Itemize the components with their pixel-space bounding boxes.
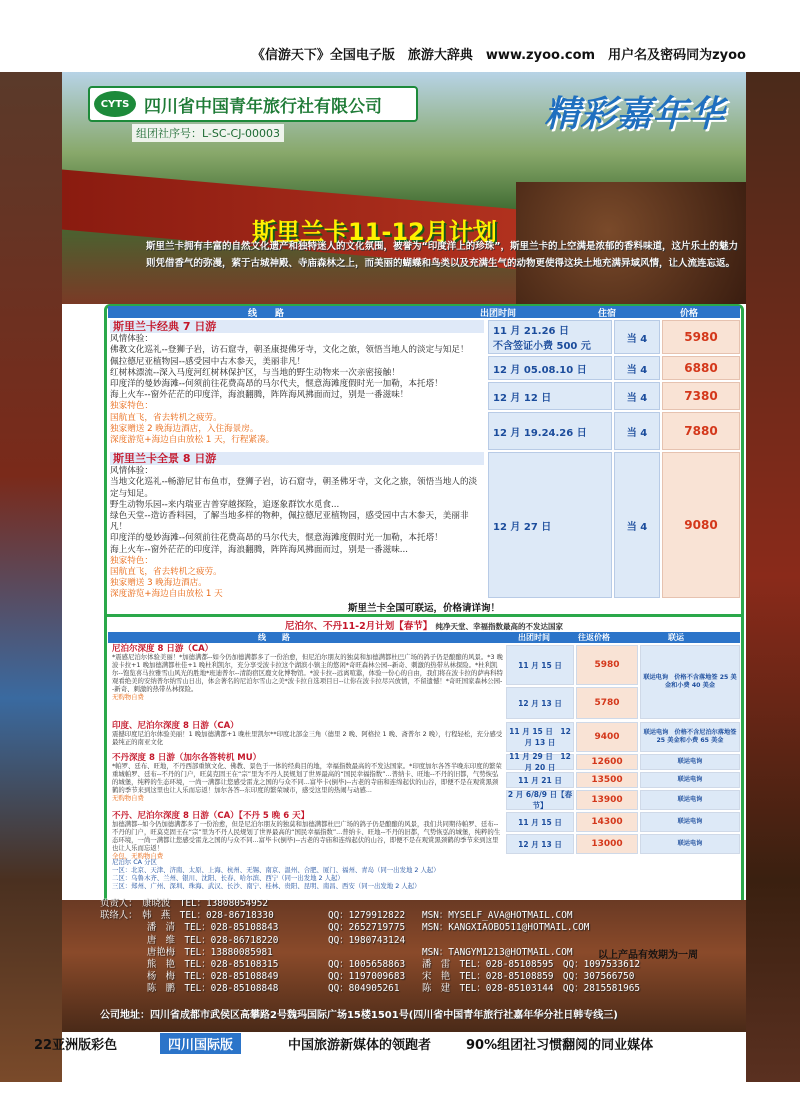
trip-text: *帕罗、廷布、旺地，不丹西部重镇文化、佛教、景色于一体的经典目的地，幸福指数最高的不发达国家。*印度加尔各答半晚东印度的繁荣重城帕罗、廷布--不丹的门户，旺莫克固王在“宗”里为不丹人民规划了世界最高的“国民幸福指数”...普纳卡、旺地--不丹的旧都，气势恢弘的城堡，纯粹的生态环境，一尚一满都让您感受雷龙之国的与众不同...富毕卡(倒毕)--古老的寺庙和连绵起伏的山谷，即便不是在观赏黑颈鹤的季节来到这里也让人乐而忘返！加尔各答--东印度的繁荣城市，感受这里的热闹与动感... [112, 762, 502, 794]
trip-title: 斯里兰卡经典 7 日游 [110, 320, 484, 333]
hero-banner [62, 72, 746, 304]
contact-msn: MSN：TANGYM1213@HOTMAIL.COM [422, 946, 573, 958]
company-name: 四川省中国青年旅行社有限公司 [144, 96, 382, 117]
feature-line: 国航直飞，省去转机之疲劳。 [110, 567, 222, 578]
nepal-price-cell: 12600 [576, 754, 638, 770]
contact-qq: QQ：2652719775 [328, 922, 406, 934]
trip-text: 震撼印度尼泊尔体验美丽！1 晚加德满都+1 晚杜里凯尔**印度北部金三角（德里 2 晚、阿格拉 1 晚、斋普尔 2 晚），行程轻松，充分感受最纯正的南亚文化 [112, 730, 503, 746]
bhutan-nepal-trip [112, 812, 504, 860]
trip-title: 不丹深度 8 日游（加尔各答转机 MU） [112, 753, 262, 763]
nepal-title-text: 尼泊尔、不丹11-2月计划【春节】 [284, 621, 433, 632]
trip-classic-7day [110, 320, 484, 446]
col-price: 价格 [680, 309, 699, 319]
nepal-price-cell: 13900 [576, 790, 638, 810]
col-route: 线 路 [248, 309, 285, 319]
trip-line: 绿色天堂--造访香料园，了解当地多样的物种，佩拉德尼亚植物园，感受园中古木参天，美丽非凡！ [110, 511, 469, 533]
nepal-link-cell: 联运电询 [640, 754, 740, 770]
date-cell: 12 月 05.08.10 日 [488, 356, 612, 380]
sri-lanka-note: 斯里兰卡全国可联运，价格请详询！ [347, 603, 500, 614]
date-cell: 12 月 12 日 [488, 382, 612, 410]
page-footer [0, 1032, 800, 1054]
contact-row [100, 910, 750, 922]
trip-line: 海上火车--窗外茫茫的印度洋，海浪翻腾，阵阵海风拂面而过，别是一番滋味！ [110, 390, 409, 401]
feature-line: 独家赠送 2 晚海边酒店，入住海景房。 [110, 423, 259, 434]
contact-qq: QQ：1197009683 [328, 971, 406, 983]
contact-qq: QQ：804905261 [328, 983, 400, 995]
nepal-title [108, 618, 740, 632]
col-stay: 住宿 [598, 309, 617, 319]
nepal-table-header [108, 632, 740, 643]
nepal-price-cell: 13500 [576, 772, 638, 788]
contact-extra: 潘 雷 TEL：028-85108595 QQ：1097533612 [422, 958, 641, 970]
nepal-link-cell: 联运电询 价格不含尼泊尔落地签 25 美金和小费 65 美金 [640, 722, 740, 752]
contact-main: 联络人： 韩 燕 TEL：028-86718330 [100, 910, 274, 922]
stay-cell: 当 4 [614, 412, 660, 450]
right-decoration-image [746, 72, 800, 1082]
contact-row [100, 898, 750, 910]
trip-line: 红树林漂流--深入马度河红树林保护区，与当地的野生动物来一次亲密接触！ [110, 367, 400, 378]
trip-line: 海上火车--窗外茫茫的印度洋，海浪翻腾，阵阵海风拂面而过，别是一番滋味... [110, 544, 408, 555]
contact-qq: QQ：1005658863 [328, 958, 406, 970]
contact-main: 潘 清 TEL：028-85108843 [100, 922, 279, 934]
validity-note: 以上产品有效期为一周 [598, 950, 698, 961]
trip-line: 印度洋的曼妙海滩--何须前往花费高昂的马尔代夫，惬意海滩度假时光一加勒，本托塔！ [110, 533, 443, 544]
india-nepal-trip [112, 722, 504, 746]
price-cell: 5980 [662, 320, 740, 354]
date-cell: 12 月 27 日 [488, 452, 612, 598]
nepal-price-cell: 5980 [576, 645, 638, 685]
contact-extra: 宋 艳 TEL：028-85108859 QQ：307566750 [422, 971, 635, 983]
nepal-price-cell: 5780 [576, 687, 638, 719]
top-header: 《信游天下》全国电子版 旅游大辞典 www.zyoo.com 用户名及密码同为zyoo [251, 48, 746, 63]
contact-main: 唐艳梅 TEL：13880085981 [100, 946, 273, 958]
region-line: 二区：乌鲁木齐、兰州、银川、沈阳、长春、哈尔滨、西宁（同一出发地 2 人起） [112, 874, 344, 882]
nepal-date-cell: 2 月 6/8/9 日【春节】 [507, 790, 573, 810]
col-date: 出团时间 [518, 633, 550, 642]
nepal-date-cell: 11 月 15 日 12 月 13 日 [506, 722, 574, 752]
nepal-date-cell: 12 月 13 日 [506, 834, 574, 854]
contact-row [100, 983, 750, 995]
trip-text: *震感尼泊尔体验美丽！*加德满都--如今仍加德满都多了一份治愈，但尼泊尔朋友的独莫和加德满都杜巴广场的鸽子仍是酿酿的风景。*3 晚波卡拉+1 晚加德满都杜佳+1 晚杜利凯尔，充分享受波卡拉这个湖滨小镇主的悠闲*奇旺森林公园--新奇、刺激的热带丛林探险。*杜利凯尔--饱览喜马拉雅雪山风光的胜地*班迪普尔--清韵宿区鹿文化博物馆。*波卡拉--远离喧嚣，体验一份心的自由，我们将在波卡拉的萨冉科特观看绝美的安纳普尔纳雪山日出，体会著名的尼泊尔雪山之美*波卡拉自选项目日--让你在波卡拉尽兴放情，不留遗憾！*奇旺国家森林公园--新奇、刺激的热带丛林探险。 [112, 653, 503, 693]
col-price: 往返价格 [578, 633, 610, 642]
contact-row [100, 922, 750, 934]
col-route: 线 路 [258, 633, 290, 642]
nepal-link-cell: 联运电询 [640, 790, 740, 810]
footer-slogan: 中国旅游新媒体的领跑者 [288, 1038, 432, 1053]
nepal-subtitle: 纯净天堂、幸福指数最高的不发达国家 [435, 622, 564, 631]
trip-line: 当地文化巡礼--畅游尼甘布鱼市，登狮子岩，访石窟寺，朝圣佛牙寺，文化之旅，领悟当地人的淡定与知足。 [110, 477, 478, 499]
contact-row [100, 971, 750, 983]
contact-main: 陈 鹏 TEL：028-85108848 [100, 983, 279, 995]
date-cell: 12 月 19.24.26 日 [488, 412, 612, 450]
contact-main: 唐 维 TEL：028-86718220 [100, 934, 279, 946]
contact-msn: MSN：MYSELF_AVA@HOTMAIL.COM [422, 910, 573, 922]
contact-qq: QQ：1980743124 [328, 934, 406, 946]
price-cell: 7380 [662, 382, 740, 410]
nepal-link-cell: 联运电询 [640, 772, 740, 788]
trip-line: 野生动物乐园--来内瑞亚吉普穿越探险，追逐象群饮水觅食... [110, 499, 340, 510]
price-cell: 7880 [662, 412, 740, 450]
nepal-date-cell: 11 月 15 日 [506, 812, 574, 832]
left-decoration-image [0, 72, 62, 1082]
nepal-link-cell: 联运电询 价格不含落地签 25 美金和小费 40 美金 [640, 645, 740, 719]
contact-extra: 陈 建 TEL：028-85103144 QQ：2815581965 [422, 983, 641, 995]
trip-title: 不丹、尼泊尔深度 8 日游（CA）【不丹 5 晚 6 天】 [112, 811, 310, 821]
nepal-date-cell: 11 月 21 日 [506, 772, 574, 788]
feature-line: 深度游览+海边自由放松 1 天 [110, 589, 223, 600]
stay-cell: 当 4 [614, 320, 660, 354]
price-cell: 9080 [662, 452, 740, 598]
permit-number: 组团社序号：L-SC-CJ-00003 [132, 124, 284, 142]
nepal-date-cell: 11 月 29 日 12 月 20 日 [506, 754, 574, 770]
region-line: 三区：郑州、广州、深圳、珠海、武汉、长沙、南宁、桂林、贵阳、昆明、南昌、西安（同一出发地 2 人起） [112, 882, 421, 890]
date-note: 不含签证小费 500 元 [493, 341, 591, 352]
nepal-region-list [112, 858, 734, 890]
date-text: 11 月 21.26 日 [493, 326, 569, 337]
carnival-slogan: 精彩嘉年华 [543, 94, 724, 135]
col-date: 出团时间 [480, 309, 517, 319]
feature-line: 独家特色： [110, 555, 153, 566]
feature-line: 深度游览+海边自由放松 1 天，行程紧凑。 [110, 435, 275, 446]
trip-panorama-8day [110, 452, 484, 601]
company-address: 公司地址：四川省成都市武侯区高攀路2号魏玛国际广场15楼1501号(四川省中国青年旅行社嘉年华分社日韩专线三) [100, 1010, 618, 1021]
feature-line: 独家赠送 3 晚海边酒店。 [110, 578, 207, 589]
region-title: 尼泊尔 CA 分区 [112, 858, 157, 866]
stay-cell: 当 4 [614, 382, 660, 410]
trip-extra: 无购物自费 [112, 693, 144, 701]
price-cell: 6880 [662, 356, 740, 380]
plan-title: 斯里兰卡11-12月计划 [252, 218, 497, 246]
nepal-date-cell: 11 月 15 日 [506, 645, 574, 685]
nepal-date-cell: 12 月 13 日 [506, 687, 574, 719]
sri-lanka-table-header [108, 306, 740, 318]
col-link: 联运 [668, 633, 684, 642]
trip-line: 佛教文化巡礼--登狮子岩，访石窟寺，朝圣康提佛牙寺，文化之旅，领悟当地人的淡定与知足！ [110, 345, 469, 356]
trip-title: 尼泊尔深度 8 日游（CA） [112, 644, 214, 654]
nepal-trip [112, 645, 504, 701]
stay-cell: 当 4 [614, 356, 660, 380]
company-logo-box [88, 86, 418, 122]
bhutan-trip [112, 754, 504, 802]
contact-msn: MSN：KANGXIAOBO511@HOTMAIL.COM [422, 922, 590, 934]
date-cell [488, 320, 612, 354]
intro-text: 斯里兰卡拥有丰富的自然文化遗产和独特迷人的文化氛围，被誉为“印度洋上的珍珠”，斯里兰卡的上空满是浓郁的香料味道，这片乐土的魅力则凭借香气的弥漫，萦于古城神殿、寺庙森林之上，而美丽的蝴蝶和鸟类以及充满生气的动物更使得这块土地充满异域风情，让人流连忘返。 [146, 241, 738, 269]
contact-qq: QQ：1279912822 [328, 910, 406, 922]
nepal-price-cell: 9400 [576, 722, 638, 752]
nepal-link-cell: 联运电询 [640, 812, 740, 832]
contact-main: 负责人： 康晓波 TEL：13808054952 [100, 898, 269, 909]
nepal-price-cell: 13000 [576, 834, 638, 854]
contact-row [100, 935, 750, 947]
trip-extra: 无购物自费 [112, 794, 144, 802]
page-number: 22亚洲版彩色 [34, 1038, 118, 1053]
trip-title: 斯里兰卡全景 8 日游 [110, 452, 484, 465]
nepal-link-cell: 联运电询 [640, 834, 740, 854]
cyts-logo-icon: CYTS [94, 91, 136, 117]
footer-slogan-2: 90%组团社习惯翻阅的同业媒体 [466, 1038, 654, 1053]
nepal-price-cell: 14300 [576, 812, 638, 832]
trip-line: 风情体验： [110, 466, 153, 477]
trip-extra: 全包，无购物自费 [112, 852, 164, 860]
trip-line: 佩拉德尼亚植物园--感受园中古木参天，美丽非凡！ [110, 356, 306, 367]
trip-line: 风情体验： [110, 334, 153, 345]
stay-cell: 当 4 [614, 452, 660, 598]
contact-main: 熊 艳 TEL：028-85108315 [100, 958, 279, 970]
feature-line: 国航直飞，省去转机之疲劳。 [110, 412, 222, 423]
trip-title: 印度、尼泊尔深度 8 日游（CA） [112, 721, 239, 731]
trip-text: 加德满都--如今仍加德满都多了一份治愈，但是尼泊尔朋友的独莫和加德满都杜巴广场的鸽子仍是酿酿的风景，我们共同期待帕罗、廷布--不丹的门户，旺莫克固王在“宗”里为不丹人民规划了世界最高的“国民幸福指数”...普纳卡、旺地--不丹的旧都，气势恢弘的城堡，纯粹的生态环境，一尚一满都让您感受雷龙之国的与众不同...富毕卡(倒毕)--古老的寺庙和连绵起伏的山谷，即便不是在观赏黑颈鹤的季节来到这里也让人乐而忘返！ [112, 820, 501, 852]
edition-tag: 四川国际版 [160, 1033, 241, 1054]
contact-main: 杨 梅 TEL：028-85108849 [100, 971, 279, 983]
feature-line: 独家特色： [110, 401, 153, 412]
region-line: 一区：北京、天津、济南、太原、上海、杭州、无锡、南京、温州、合肥、厦门、福州、青岛（同一出发地 2 人起） [112, 866, 440, 874]
trip-line: 印度洋的曼妙海滩--何须前往花费高昂的马尔代夫，惬意海滩度假时光一加勒，本托塔！ [110, 379, 443, 390]
